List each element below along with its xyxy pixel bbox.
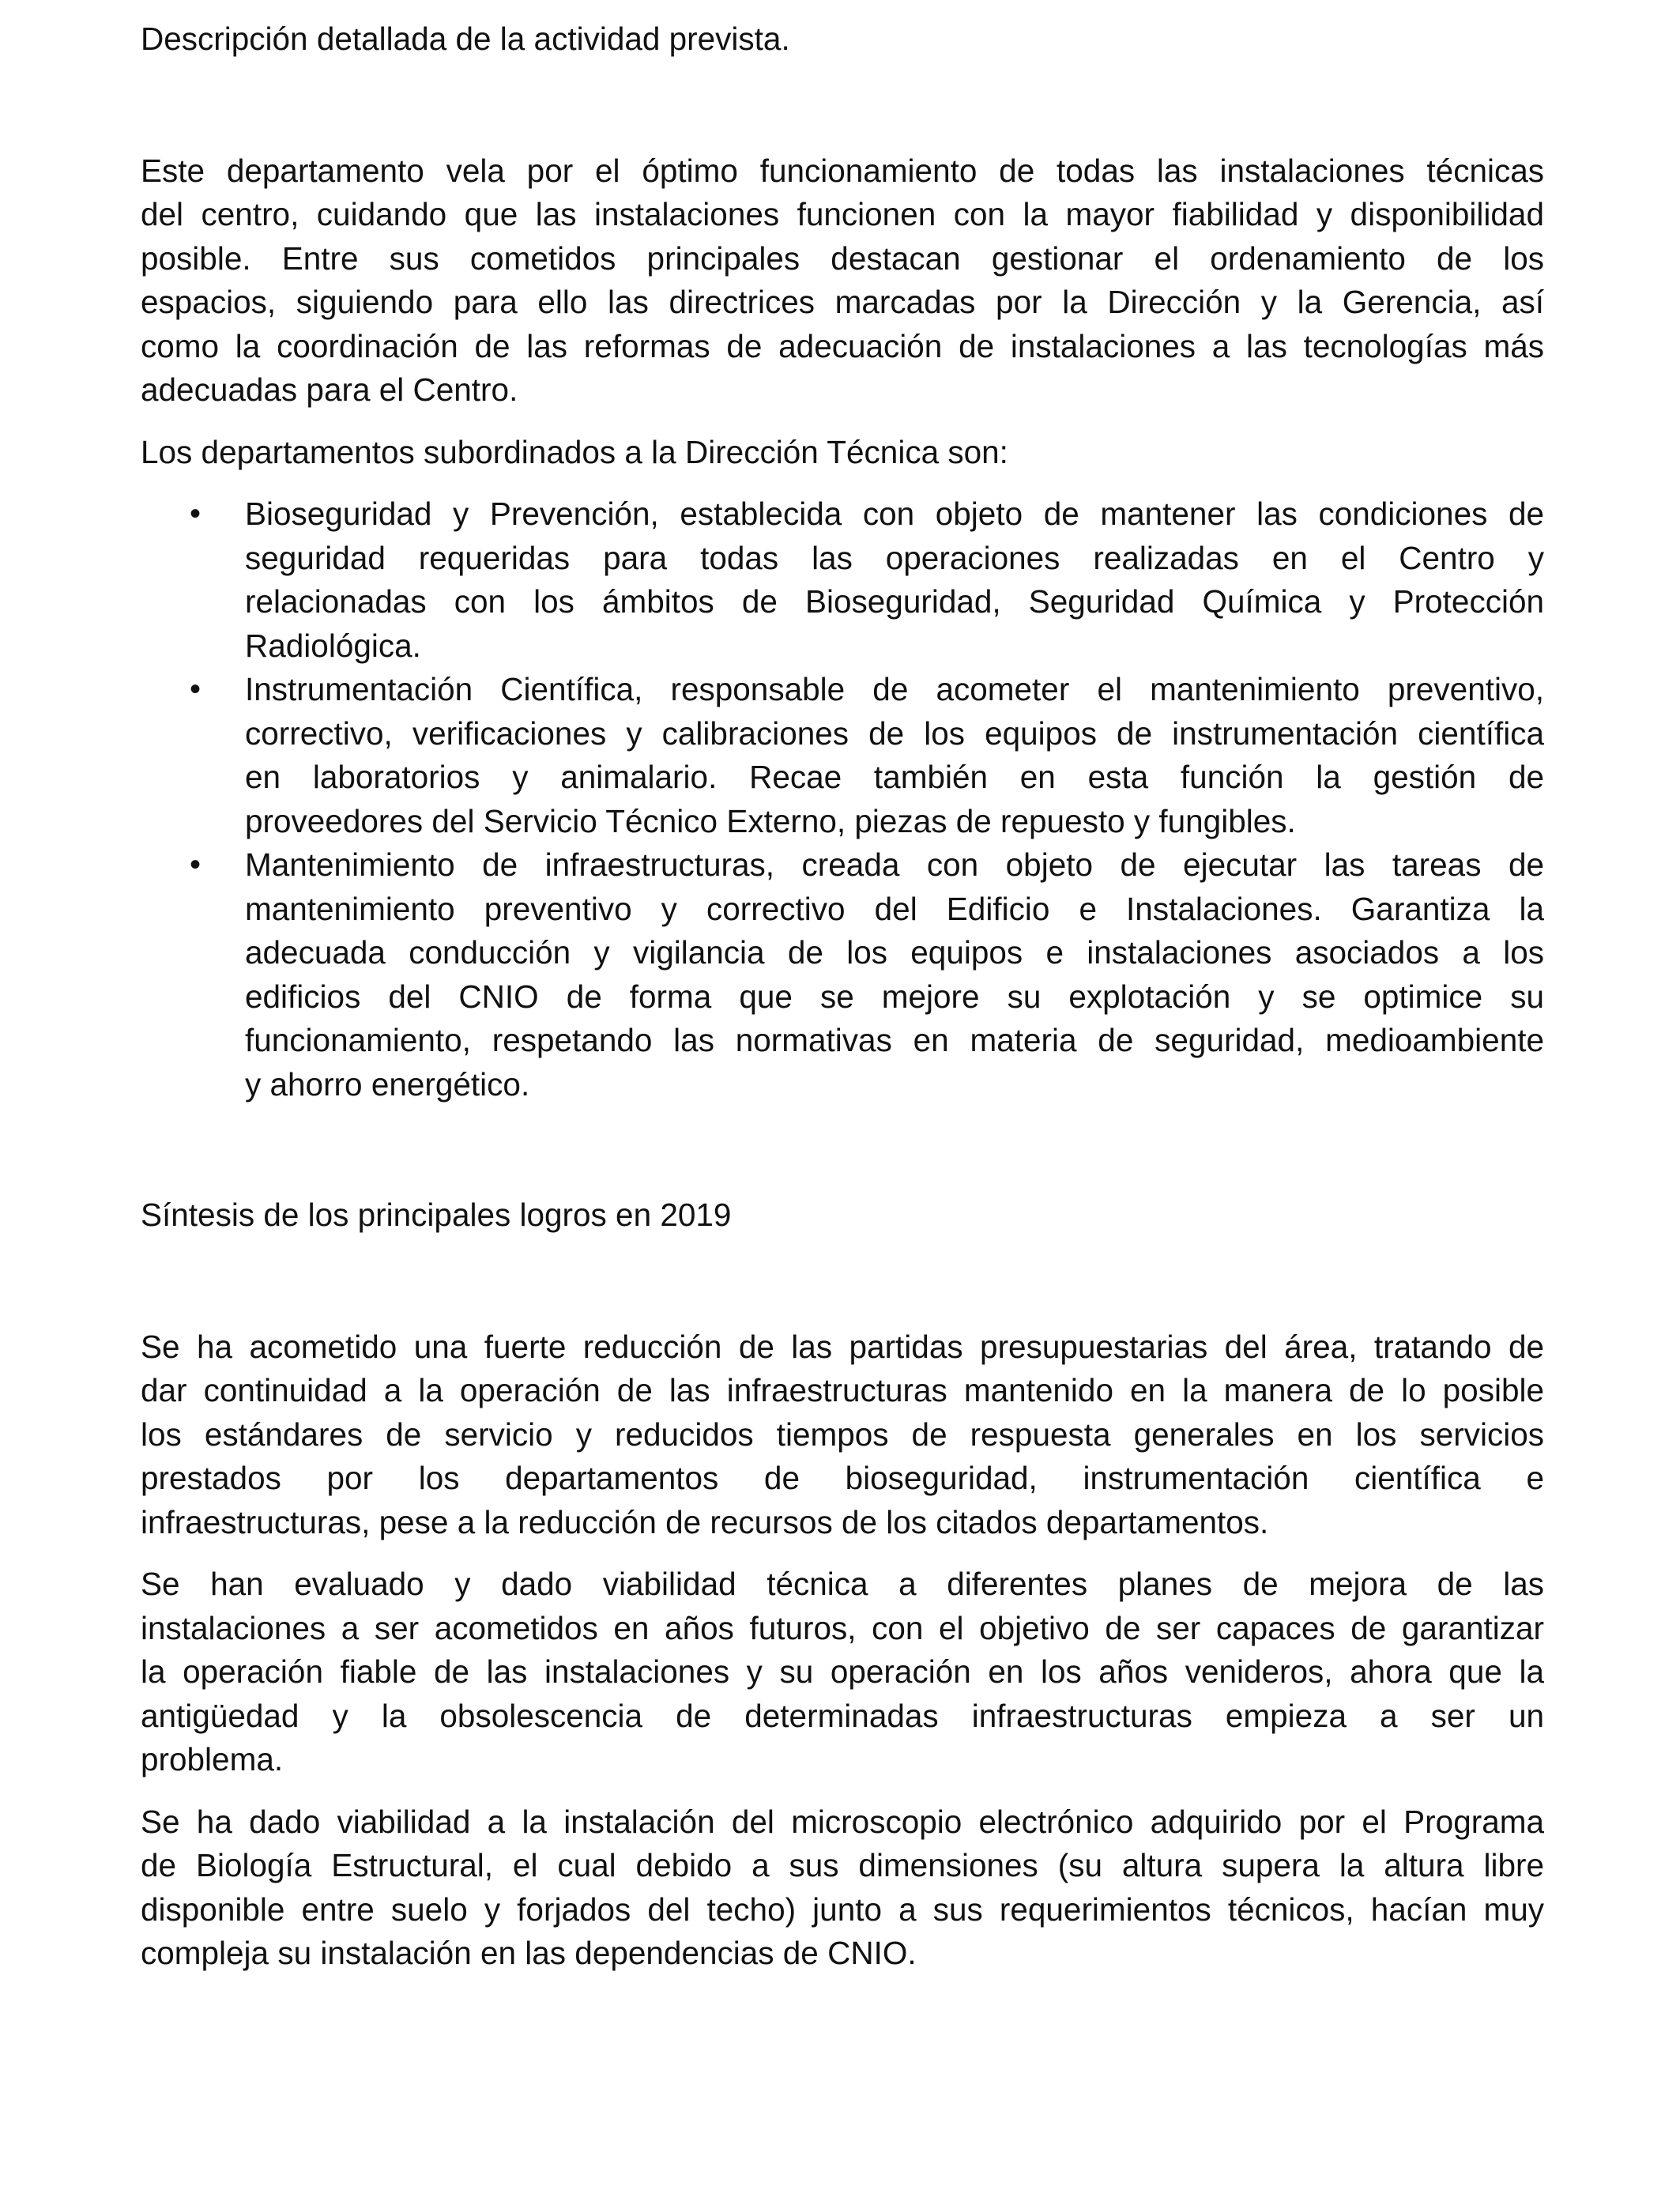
subordinates-intro: Los departamentos subordinados a la Dirección Técnica son: [141,433,1008,470]
text-line: problema. [141,1741,284,1777]
bullet-icon: • [190,496,202,531]
text-line: adecuadas para el Centro. [141,371,518,408]
text-line: mantenimiento preventivo y correctivo del Edificio e Instalaciones. Garantiza la [245,890,1544,927]
text-line: Se han evaluado y dado viabilidad técnica a diferentes planes de mejora de las [141,1566,1544,1602]
text-line: Se ha dado viabilidad a la instalación del microscopio electrónico adquirido por el Programa [141,1803,1544,1840]
text-line: infraestructuras, pese a la reducción de recursos de los citados departamentos. [141,1503,1269,1540]
text-line: espacios, siguiendo para ello las directrices marcadas por la Dirección y la Gerencia, así [141,284,1544,320]
text-line: Radiológica. [245,627,421,664]
departments-list [141,492,1544,1106]
text-line: correctivo, verificaciones y calibraciones de los equipos de instrumentación científica [245,714,1544,752]
text-line: proveedores del Servicio Técnico Externo, piezas de repuesto y fungibles. [245,802,1296,839]
text-line: prestados por los departamentos de bioseguridad, instrumentación científica e [141,1460,1544,1496]
text-line: Este departamento vela por el óptimo funcionamiento de todas las instalaciones técnicas [141,152,1544,189]
text-line: edificios del CNIO de forma que se mejore su explotación y se optimice su [245,978,1544,1015]
text-line: relacionadas con los ámbitos de Bioseguridad, Seguridad Química y Protección [245,583,1544,620]
achievement-paragraph [141,1563,1544,1782]
text-line: en laboratorios y animalario. Recae también en esta función la gestión de [245,759,1544,795]
list-item [141,492,1544,668]
text-line: los estándares de servicio y reducidos tiempos de respuesta generales en los servicios [141,1416,1544,1453]
text-line: Bioseguridad y Prevención, establecida con objeto de mantener las condiciones de [245,496,1544,532]
list-item [141,843,1544,1106]
list-item [141,668,1544,843]
text-line: Instrumentación Científica, responsable de acometer el mantenimiento preventivo, [245,671,1544,707]
text-line: posible. Entre sus cometidos principales destacan gestionar el ordenamiento de los [141,239,1544,277]
section-heading-activity: Descripción detallada de la actividad prevista. [141,21,790,57]
text-line: Se ha acometido una fuerte reducción de las partidas presupuestarias del área, tratando de [141,1328,1544,1365]
achievement-paragraph [141,1325,1544,1545]
document-page [141,17,1544,1976]
text-line: del centro, cuidando que las instalaciones funcionen con la mayor fiabilidad y disponibilidad [141,196,1544,232]
text-line: compleja su instalación en las dependencias de CNIO. [141,1935,917,1971]
text-line: como la coordinación de las reformas de adecuación de instalaciones a las tecnologías más [141,327,1544,364]
text-line: dar continuidad a la operación de las infraestructuras mantenido en la manera de lo posible [141,1372,1544,1408]
bullet-icon: • [190,847,202,882]
section-heading-achievements: Síntesis de los principales logros en 2019 [141,1197,732,1233]
text-line: instalaciones a ser acometidos en años futuros, con el objetivo de ser capaces de garantizar [141,1609,1544,1646]
achievement-paragraph [141,1800,1544,1976]
bullet-icon: • [190,672,202,707]
text-line: adecuada conducción y vigilancia de los equipos e instalaciones asociados a los [245,934,1544,971]
text-line: disponible entre suelo y forjados del techo) junto a sus requerimientos técnicos, hacían muy [141,1891,1544,1928]
text-line: funcionamiento, respetando las normativas en materia de seguridad, medioambiente [245,1022,1544,1058]
intro-paragraph [141,149,1544,413]
text-line: Mantenimiento de infraestructuras, creada con objeto de ejecutar las tareas de [245,846,1544,883]
text-line: de Biología Estructural, el cual debido a sus dimensiones (su altura supera la altura libre [141,1847,1544,1883]
text-line: antigüedad y la obsolescencia de determinadas infraestructuras empieza a ser un [141,1697,1544,1734]
text-line: y ahorro energético. [245,1065,530,1103]
text-line: la operación fiable de las instalaciones y su operación en los años venideros, ahora que la [141,1653,1544,1690]
text-line: seguridad requeridas para todas las operaciones realizadas en el Centro y [245,539,1544,576]
